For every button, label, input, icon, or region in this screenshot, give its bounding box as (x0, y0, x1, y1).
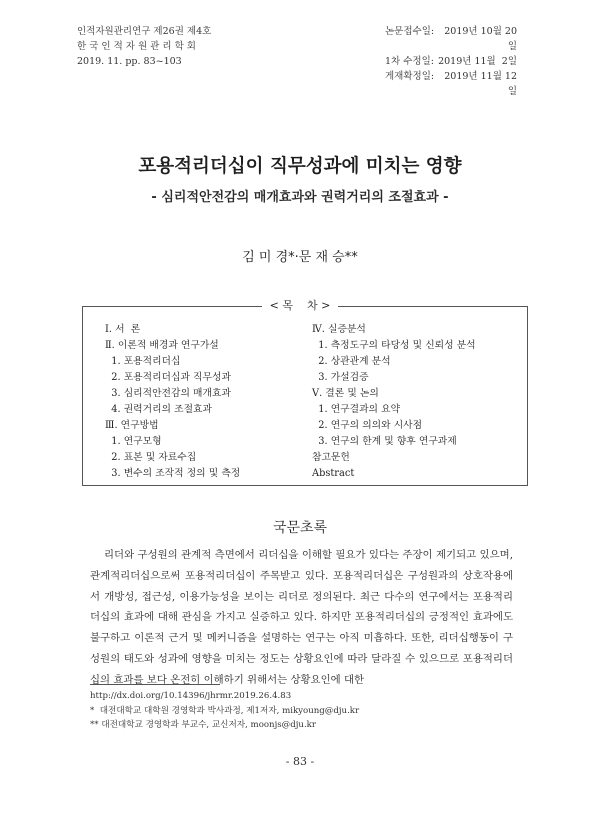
toc-item: Ⅳ. 실증분석 (312, 324, 366, 335)
toc-item: 1. 연구결과의 요약 (312, 404, 401, 415)
toc-left-column (105, 322, 240, 482)
toc-item: 2. 표본 및 자료수집 (105, 452, 197, 463)
toc-heading-text: < 목 차 > (262, 299, 339, 312)
footnote-first-author: * 대전대학교 대학원 경영학과 박사과정, 제1저자, mikyoung@dju.kr (90, 705, 360, 716)
toc-item: 2. 상관관계 분석 (312, 356, 391, 367)
received-value: 2019년 10월 20일 (444, 26, 517, 52)
received-date-row (385, 24, 517, 54)
page-number: - 83 - (285, 755, 315, 768)
footnote-corresponding-author: ** 대전대학교 경영학과 부교수, 교신저자, moonjs@dju.kr (90, 720, 316, 730)
paper-subtitle: - 심리적안전감의 매개효과와 권력거리의 조절효과 - (151, 190, 449, 205)
toc-item: 1. 연구모형 (105, 436, 162, 447)
toc-item: Ⅰ. 서 론 (105, 324, 141, 335)
footnotes (90, 689, 359, 733)
journal-info (77, 24, 211, 69)
toc-item: Ⅲ. 연구방법 (105, 420, 159, 431)
footnote-divider (90, 684, 220, 685)
toc-item: Ⅴ. 결론 및 논의 (312, 388, 379, 399)
accepted-date-row (385, 69, 517, 99)
toc-item: 참고문헌 (312, 452, 350, 463)
author-list: 김 미 경*·문 재 승** (242, 250, 358, 265)
toc-item: 4. 권력거리의 조절효과 (105, 404, 212, 415)
paper-title: 포용적리더십이 직무성과에 미치는 영향 (138, 156, 462, 177)
toc-item: 2. 연구의 의의와 시사점 (312, 420, 423, 431)
journal-name: 인적자원관리연구 제26권 제4호 (77, 26, 212, 37)
accepted-label: 게재확정일: (385, 71, 435, 82)
abstract-heading: 국문초록 (272, 520, 328, 536)
revised-label: 1차 수정일: (385, 56, 434, 67)
toc-item: 3. 심리적안전감의 매개효과 (105, 388, 231, 399)
toc-item: 1. 포용적리더십 (105, 356, 181, 367)
toc-item: 2. 포용적리더십과 직무성과 (105, 372, 231, 383)
revised-value: 2019년 11월 2일 (438, 56, 517, 67)
issue-pages: 2019. 11. pp. 83~103 (77, 56, 182, 67)
submission-dates (385, 24, 517, 99)
revised-date-row (385, 54, 517, 69)
toc-item: 3. 가설검증 (312, 372, 369, 383)
accepted-value: 2019년 11월 12일 (444, 71, 517, 97)
society-name: 한 국 인 적 자 원 관 리 학 회 (77, 41, 196, 52)
toc-heading (0, 297, 600, 313)
toc-item: Ⅱ. 이론적 배경과 연구가설 (105, 340, 219, 351)
toc-item: 1. 측정도구의 타당성 및 신뢰성 분석 (312, 340, 476, 351)
received-label: 논문접수일: (385, 26, 435, 37)
toc-item: 3. 연구의 한계 및 향후 연구과제 (312, 436, 457, 447)
abstract-body: 리더와 구성원의 관계적 측면에서 리더십을 이해할 필요가 있다는 주장이 제기되고 있으며, 관계적리더십으로써 포용적리더십이 주목받고 있다. 포용적리더십은 구성원과의 상호작용에서 개방성, 접근성, 이용가능성을 보이는 리더로 정의된다. 최근 다수의 연구에서는 포용적리더십의 효과에 대해 관심을 가지고 실증하고 있다. 하지만 포용적리더십의 긍정적인 효과에도 불구하고 이론적 근거 및 메커니즘을 설명하는 연구는 아직 미흡하다. 또한, 리더십행동이 구성원의 태도와 성과에 영향을 미치는 정도는 상황요인에 따라 달라질 수 있으므로 포용적리더십의 효과를 보다 온전히 이해하기 위해서는 상황요인에 대한 (90, 549, 513, 686)
doi-link[interactable]: http://dx.doi.org/10.14396/jhrmr.2019.26.4.83 (90, 691, 292, 701)
toc-right-column (312, 322, 476, 482)
toc-item: Abstract (312, 468, 355, 479)
toc-item: 3. 변수의 조작적 정의 및 측정 (105, 468, 241, 479)
